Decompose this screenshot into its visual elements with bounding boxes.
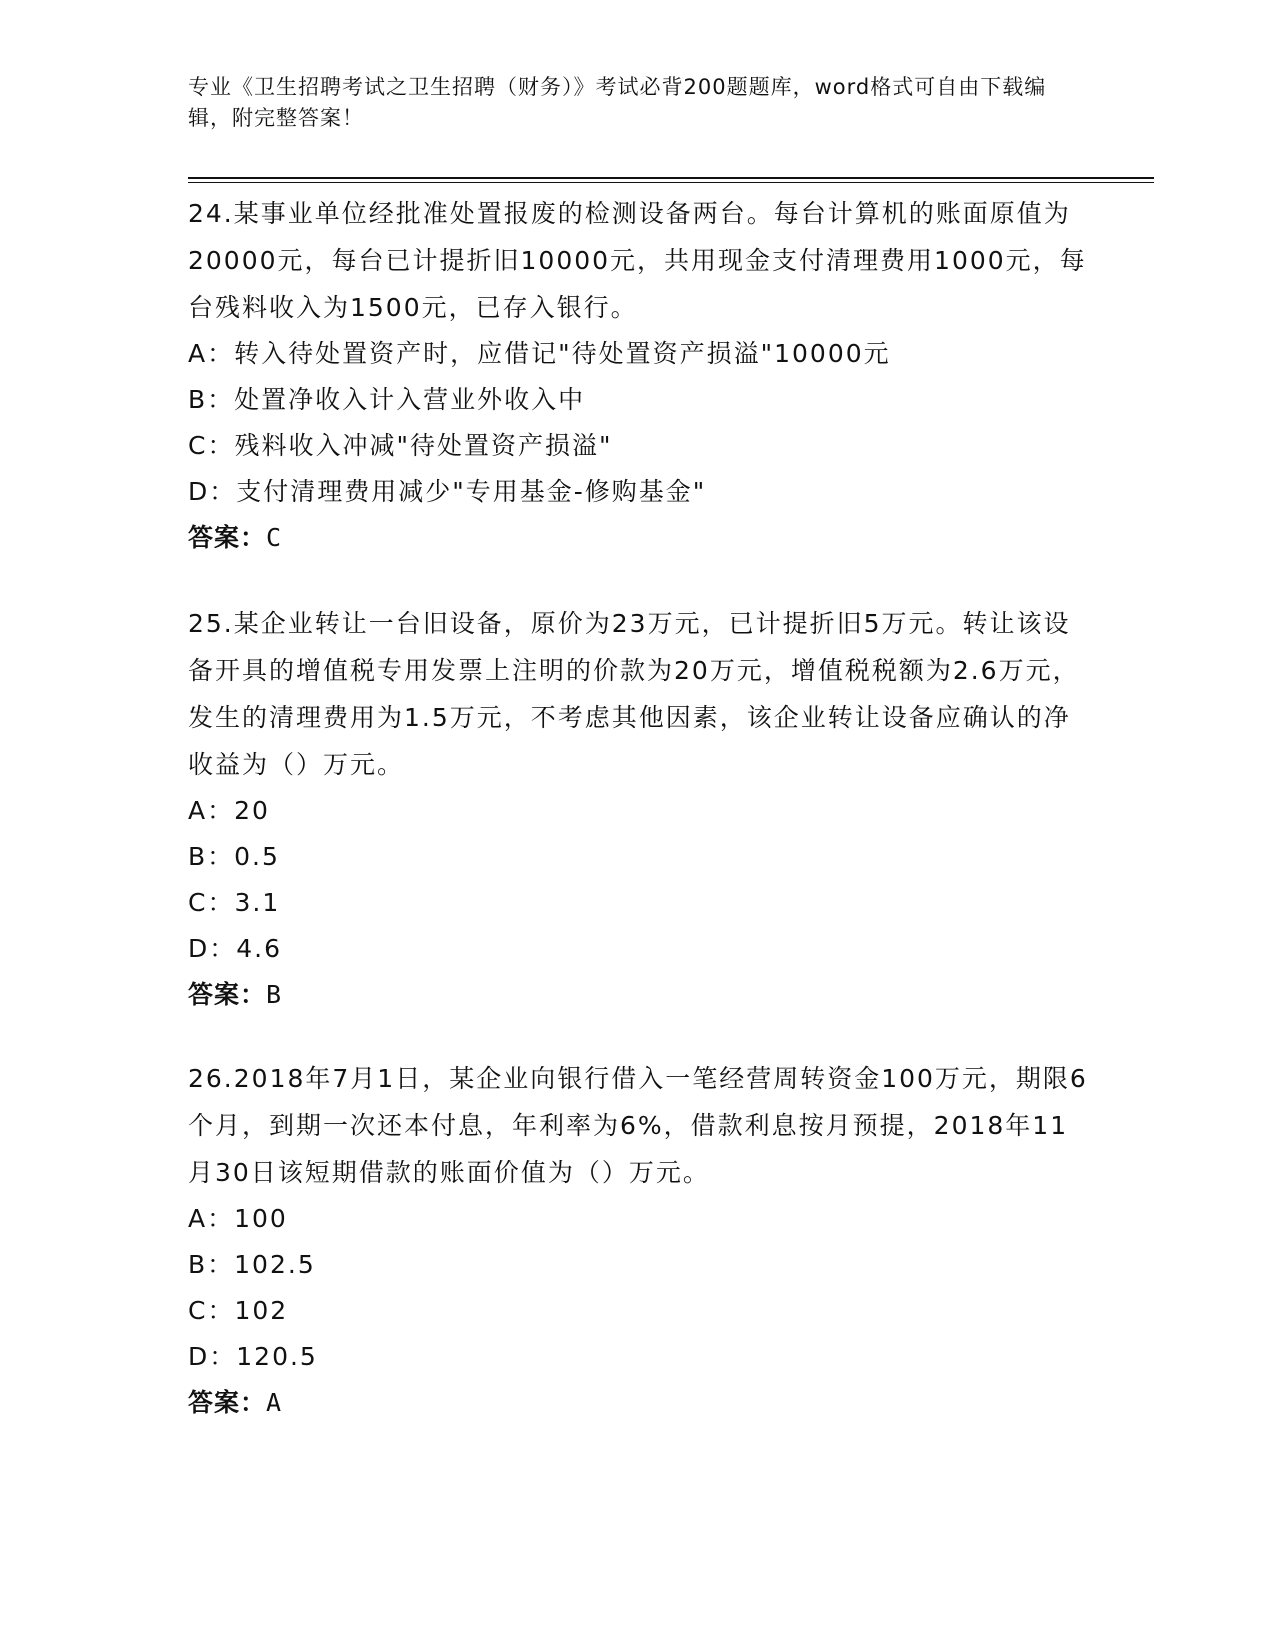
option-letter: C：: [188, 888, 235, 917]
answer-line: [188, 1380, 1088, 1426]
option-letter: D：: [188, 477, 237, 506]
option-letter: C：: [188, 1296, 235, 1325]
option-a: [188, 788, 1088, 834]
option-letter: A：: [188, 339, 235, 368]
question-26: [188, 1055, 1088, 1426]
option-text: 3.1: [234, 888, 281, 917]
option-a: [188, 1196, 1088, 1242]
option-letter: B：: [188, 1250, 235, 1279]
option-letter: C：: [188, 431, 235, 460]
header-divider-thick: [188, 177, 1154, 179]
option-text: 支付清理费用减少"专用基金-修购基金": [236, 477, 707, 506]
answer-line: [188, 515, 1088, 561]
answer-line: [188, 972, 1088, 1018]
option-b: [188, 834, 1088, 880]
answer-value: C: [266, 523, 283, 552]
option-text: 102.5: [234, 1250, 316, 1279]
option-text: 处置净收入计入营业外收入中: [234, 385, 586, 414]
answer-label: 答案：: [188, 523, 267, 552]
option-letter: D：: [188, 1342, 237, 1371]
option-letter: B：: [188, 385, 235, 414]
question-stem: 26.2018年7月1日，某企业向银行借入一笔经营周转资金100万元，期限6个月，到期一次还本付息，年利率为6%，借款利息按月预提，2018年11月30日该短期借款的账面价值为（）万元。: [188, 1064, 1088, 1187]
option-d: [188, 469, 1088, 515]
option-d: [188, 1334, 1088, 1380]
option-text: 转入待处置资产时，应借记"待处置资产损溢"10000元: [234, 339, 891, 368]
option-letter: B：: [188, 842, 235, 871]
document-header: 专业《卫生招聘考试之卫生招聘（财务）》考试必背200题题库，word格式可自由下载编辑，附完整答案！: [188, 75, 1047, 130]
option-text: 120.5: [236, 1342, 318, 1371]
option-letter: D：: [188, 934, 237, 963]
option-c: [188, 1288, 1088, 1334]
answer-value: A: [266, 1388, 283, 1417]
option-text: 4.6: [236, 934, 283, 963]
option-a: [188, 331, 1088, 377]
option-text: 残料收入冲减"待处置资产损溢": [234, 431, 613, 460]
option-text: 100: [234, 1204, 288, 1233]
option-letter: A：: [188, 796, 235, 825]
option-letter: A：: [188, 1204, 235, 1233]
option-b: [188, 377, 1088, 423]
answer-label: 答案：: [188, 1388, 267, 1417]
option-text: 102: [234, 1296, 289, 1325]
option-b: [188, 1242, 1088, 1288]
option-text: 20: [234, 796, 270, 825]
answer-value: B: [266, 980, 283, 1009]
option-text: 0.5: [234, 842, 280, 871]
question-stem: 24.某事业单位经批准处置报废的检测设备两台。每台计算机的账面原值为20000元，每台已计提折旧10000元，共用现金支付清理费用1000元，每台残料收入为1500元，已存入银行。: [188, 199, 1087, 322]
question-25: [188, 600, 1088, 1018]
option-c: [188, 880, 1088, 926]
question-stem: 25.某企业转让一台旧设备，原价为23万元，已计提折旧5万元。转让该设备开具的增值税专用发票上注明的价款为20万元，增值税税额为2.6万元，发生的清理费用为1.5万元，不考虑其他因素，该企业转让设备应确认的净收益为（）万元。: [188, 609, 1080, 779]
option-c: [188, 423, 1088, 469]
option-d: [188, 926, 1088, 972]
answer-label: 答案：: [188, 980, 267, 1009]
header-divider-thin: [188, 182, 1154, 183]
question-24: [188, 190, 1088, 561]
